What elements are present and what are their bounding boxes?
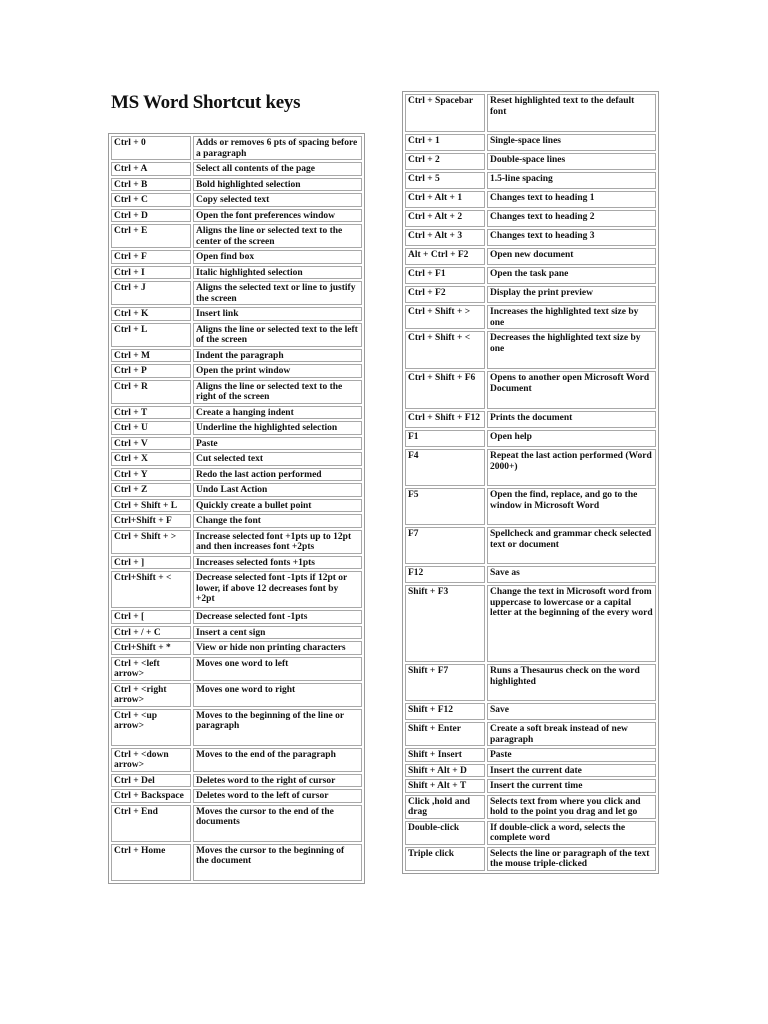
shortcut-key-cell: Ctrl + T xyxy=(111,406,191,420)
shortcut-description-cell: 1.5-line spacing xyxy=(487,172,656,189)
shortcut-description-cell: Paste xyxy=(193,437,362,451)
shortcut-description-cell: Quickly create a bullet point xyxy=(193,499,362,513)
table-row xyxy=(111,483,362,497)
shortcut-key-cell: Ctrl + 0 xyxy=(111,136,191,160)
shortcut-description-cell: Paste xyxy=(487,748,656,762)
shortcut-key-cell: Shift + Insert xyxy=(405,748,485,762)
shortcut-key-cell: Ctrl + <left arrow> xyxy=(111,657,191,681)
shortcut-description-cell: Underline the highlighted selection xyxy=(193,421,362,435)
table-row xyxy=(111,683,362,707)
shortcut-key-cell: Ctrl + F xyxy=(111,250,191,264)
shortcut-key-cell: Shift + Alt + D xyxy=(405,764,485,778)
table-row xyxy=(111,364,362,378)
shortcut-key-cell: Ctrl + Alt + 3 xyxy=(405,229,485,246)
shortcut-description-cell: Undo Last Action xyxy=(193,483,362,497)
table-row xyxy=(405,371,656,409)
table-row xyxy=(111,626,362,640)
table-row xyxy=(111,281,362,305)
shortcut-key-cell: Ctrl + M xyxy=(111,349,191,363)
shortcut-key-cell: Ctrl + Shift + < xyxy=(405,331,485,369)
shortcut-description-cell: Moves to the beginning of the line or paragraph xyxy=(193,709,362,746)
table-row xyxy=(405,847,656,871)
shortcut-description-cell: Opens to another open Microsoft Word Document xyxy=(487,371,656,409)
shortcut-key-cell: F5 xyxy=(405,488,485,525)
shortcut-key-cell: F12 xyxy=(405,566,485,583)
shortcut-description-cell: Redo the last action performed xyxy=(193,468,362,482)
shortcut-description-cell: Decreases the highlighted text size by one xyxy=(487,331,656,369)
shortcut-description-cell: Changes text to heading 1 xyxy=(487,191,656,208)
table-row xyxy=(111,657,362,681)
table-row xyxy=(111,437,362,451)
table-row xyxy=(111,250,362,264)
table-row xyxy=(405,821,656,845)
shortcut-key-cell: Ctrl + Alt + 1 xyxy=(405,191,485,208)
table-row xyxy=(405,795,656,819)
table-row xyxy=(111,556,362,570)
shortcut-key-cell: Ctrl + [ xyxy=(111,610,191,624)
shortcut-key-cell: Shift + F7 xyxy=(405,664,485,701)
table-row xyxy=(405,722,656,746)
shortcut-key-cell: Shift + Alt + T xyxy=(405,779,485,793)
shortcut-key-cell: Ctrl + Del xyxy=(111,774,191,788)
shortcut-key-cell: Ctrl + Alt + 2 xyxy=(405,210,485,227)
shortcut-key-cell: Ctrl + Shift + L xyxy=(111,499,191,513)
shortcut-key-cell: Shift + F12 xyxy=(405,703,485,720)
shortcut-key-cell: Ctrl + <up arrow> xyxy=(111,709,191,746)
table-row xyxy=(405,488,656,525)
table-row xyxy=(405,305,656,329)
shortcut-description-cell: Changes text to heading 3 xyxy=(487,229,656,246)
shortcut-description-cell: Single-space lines xyxy=(487,134,656,151)
shortcut-description-cell: Decrease selected font -1pts xyxy=(193,610,362,624)
shortcut-key-cell: Ctrl + F1 xyxy=(405,267,485,284)
table-row xyxy=(111,406,362,420)
table-row xyxy=(111,499,362,513)
shortcut-description-cell: Select all contents of the page xyxy=(193,162,362,176)
table-row xyxy=(111,452,362,466)
shortcut-description-cell: Adds or removes 6 pts of spacing before a paragraph xyxy=(193,136,362,160)
shortcut-key-cell: Ctrl + 5 xyxy=(405,172,485,189)
shortcut-key-cell: Ctrl + K xyxy=(111,307,191,321)
shortcut-key-cell: Ctrl + Shift + > xyxy=(405,305,485,329)
shortcut-description-cell: Insert link xyxy=(193,307,362,321)
shortcut-description-cell: Prints the document xyxy=(487,411,656,428)
shortcut-key-cell: Ctrl + V xyxy=(111,437,191,451)
table-row xyxy=(111,709,362,746)
shortcut-key-cell: Ctrl + E xyxy=(111,224,191,248)
table-row xyxy=(111,789,362,803)
table-row xyxy=(405,527,656,564)
shortcut-description-cell: Open new document xyxy=(487,248,656,265)
shortcut-description-cell: Selects text from where you click and hold to the point you drag and let go xyxy=(487,795,656,819)
shortcut-description-cell: If double-click a word, selects the complete word xyxy=(487,821,656,845)
table-row xyxy=(405,134,656,151)
table-row xyxy=(111,162,362,176)
shortcut-key-cell: Ctrl + Shift + > xyxy=(111,530,191,554)
table-row xyxy=(405,764,656,778)
shortcut-key-cell: Ctrl + I xyxy=(111,266,191,280)
table-row xyxy=(111,774,362,788)
table-row xyxy=(111,224,362,248)
table-row xyxy=(405,153,656,170)
shortcut-description-cell: Open find box xyxy=(193,250,362,264)
shortcut-description-cell: Indent the paragraph xyxy=(193,349,362,363)
shortcut-description-cell: Increases selected fonts +1pts xyxy=(193,556,362,570)
shortcut-key-cell: Ctrl+Shift + < xyxy=(111,571,191,608)
shortcut-description-cell: Repeat the last action performed (Word 2000+) xyxy=(487,449,656,486)
shortcut-description-cell: Decrease selected font -1pts if 12pt or lower, if above 12 decreases font by +2pt xyxy=(193,571,362,608)
shortcut-key-cell: Ctrl + C xyxy=(111,193,191,207)
shortcut-description-cell: Aligns the line or selected text to the left of the screen xyxy=(193,323,362,347)
shortcut-key-cell: Ctrl + J xyxy=(111,281,191,305)
shortcut-description-cell: Open help xyxy=(487,430,656,447)
left-shortcut-table xyxy=(108,133,365,884)
shortcut-description-cell: Increases the highlighted text size by one xyxy=(487,305,656,329)
shortcut-key-cell: Ctrl + Spacebar xyxy=(405,94,485,132)
table-row xyxy=(111,193,362,207)
shortcut-description-cell: Moves the cursor to the beginning of the document xyxy=(193,844,362,881)
shortcut-description-cell: Deletes word to the right of cursor xyxy=(193,774,362,788)
shortcut-key-cell: Ctrl + 1 xyxy=(405,134,485,151)
shortcut-description-cell: Aligns the line or selected text to the right of the screen xyxy=(193,380,362,404)
shortcut-key-cell: Double-click xyxy=(405,821,485,845)
shortcut-key-cell: Ctrl + Y xyxy=(111,468,191,482)
shortcut-key-cell: Ctrl + R xyxy=(111,380,191,404)
table-row xyxy=(111,266,362,280)
table-row xyxy=(111,468,362,482)
shortcut-description-cell: Increase selected font +1pts up to 12pt and then increases font +2pts xyxy=(193,530,362,554)
shortcut-key-cell: Ctrl + Shift + F6 xyxy=(405,371,485,409)
shortcut-key-cell: Ctrl + End xyxy=(111,805,191,842)
table-row xyxy=(111,805,362,842)
right-shortcut-table xyxy=(402,91,659,874)
shortcut-key-cell: Ctrl + Shift + F12 xyxy=(405,411,485,428)
shortcut-key-cell: Ctrl + D xyxy=(111,209,191,223)
shortcut-key-cell: Ctrl + P xyxy=(111,364,191,378)
shortcut-description-cell: View or hide non printing characters xyxy=(193,641,362,655)
table-row xyxy=(405,94,656,132)
table-row xyxy=(111,530,362,554)
table-row xyxy=(405,779,656,793)
table-row xyxy=(111,323,362,347)
shortcut-key-cell: Ctrl + L xyxy=(111,323,191,347)
shortcut-key-cell: Alt + Ctrl + F2 xyxy=(405,248,485,265)
table-row xyxy=(405,585,656,662)
shortcut-description-cell: Moves one word to left xyxy=(193,657,362,681)
shortcut-description-cell: Create a soft break instead of new paragraph xyxy=(487,722,656,746)
shortcut-key-cell: Ctrl + / + C xyxy=(111,626,191,640)
table-row xyxy=(405,703,656,720)
table-row xyxy=(405,229,656,246)
shortcut-description-cell: Changes text to heading 2 xyxy=(487,210,656,227)
table-row xyxy=(111,136,362,160)
shortcut-description-cell: Create a hanging indent xyxy=(193,406,362,420)
shortcut-description-cell: Runs a Thesaurus check on the word highlighted xyxy=(487,664,656,701)
table-row xyxy=(111,178,362,192)
shortcut-description-cell: Insert the current time xyxy=(487,779,656,793)
table-row xyxy=(405,191,656,208)
table-row xyxy=(405,430,656,447)
shortcut-key-cell: Ctrl + Home xyxy=(111,844,191,881)
shortcut-key-cell: Ctrl + <down arrow> xyxy=(111,748,191,772)
table-row xyxy=(111,748,362,772)
shortcut-description-cell: Save xyxy=(487,703,656,720)
shortcut-key-cell: Ctrl + B xyxy=(111,178,191,192)
shortcut-key-cell: Ctrl + Z xyxy=(111,483,191,497)
shortcut-key-cell: F4 xyxy=(405,449,485,486)
table-row xyxy=(405,449,656,486)
shortcut-description-cell: Spellcheck and grammar check selected text or document xyxy=(487,527,656,564)
shortcut-description-cell: Moves one word to right xyxy=(193,683,362,707)
table-row xyxy=(405,748,656,762)
table-row xyxy=(405,248,656,265)
shortcut-description-cell: Open the task pane xyxy=(487,267,656,284)
table-row xyxy=(405,286,656,303)
table-row xyxy=(111,349,362,363)
shortcut-key-cell: Shift + Enter xyxy=(405,722,485,746)
shortcut-key-cell: Ctrl + A xyxy=(111,162,191,176)
shortcut-description-cell: Aligns the selected text or line to justify the screen xyxy=(193,281,362,305)
shortcut-description-cell: Open the print window xyxy=(193,364,362,378)
table-row xyxy=(405,210,656,227)
table-row xyxy=(405,566,656,583)
shortcut-description-cell: Display the print preview xyxy=(487,286,656,303)
shortcut-key-cell: Ctrl + <right arrow> xyxy=(111,683,191,707)
shortcut-key-cell: Ctrl + U xyxy=(111,421,191,435)
shortcut-key-cell: Ctrl+Shift + F xyxy=(111,514,191,528)
shortcut-description-cell: Insert the current date xyxy=(487,764,656,778)
table-row xyxy=(111,844,362,881)
table-row xyxy=(405,172,656,189)
shortcut-description-cell: Bold highlighted selection xyxy=(193,178,362,192)
shortcut-key-cell: Click ,hold and drag xyxy=(405,795,485,819)
shortcut-key-cell: Ctrl + 2 xyxy=(405,153,485,170)
shortcut-description-cell: Double-space lines xyxy=(487,153,656,170)
shortcut-key-cell: Triple click xyxy=(405,847,485,871)
table-row xyxy=(405,664,656,701)
shortcut-description-cell: Open the find, replace, and go to the window in Microsoft Word xyxy=(487,488,656,525)
table-row xyxy=(111,380,362,404)
table-row xyxy=(405,331,656,369)
shortcut-key-cell: F1 xyxy=(405,430,485,447)
table-row xyxy=(111,514,362,528)
shortcut-description-cell: Italic highlighted selection xyxy=(193,266,362,280)
shortcut-key-cell: Ctrl + Backspace xyxy=(111,789,191,803)
table-row xyxy=(405,267,656,284)
table-row xyxy=(405,411,656,428)
shortcut-description-cell: Cut selected text xyxy=(193,452,362,466)
shortcut-description-cell: Deletes word to the left of cursor xyxy=(193,789,362,803)
shortcut-description-cell: Selects the line or paragraph of the text the mouse triple-clicked xyxy=(487,847,656,871)
table-row xyxy=(111,571,362,608)
shortcut-description-cell: Aligns the line or selected text to the center of the screen xyxy=(193,224,362,248)
shortcut-description-cell: Change the font xyxy=(193,514,362,528)
shortcut-key-cell: Ctrl + X xyxy=(111,452,191,466)
shortcut-key-cell: Ctrl + F2 xyxy=(405,286,485,303)
table-row xyxy=(111,641,362,655)
page-title: MS Word Shortcut keys xyxy=(111,92,301,113)
table-row xyxy=(111,209,362,223)
shortcut-key-cell: Ctrl+Shift + * xyxy=(111,641,191,655)
table-row xyxy=(111,610,362,624)
shortcut-key-cell: F7 xyxy=(405,527,485,564)
table-row xyxy=(111,421,362,435)
shortcut-key-cell: Ctrl + ] xyxy=(111,556,191,570)
shortcut-description-cell: Moves the cursor to the end of the documents xyxy=(193,805,362,842)
shortcut-description-cell: Save as xyxy=(487,566,656,583)
shortcut-description-cell: Reset highlighted text to the default font xyxy=(487,94,656,132)
shortcut-description-cell: Insert a cent sign xyxy=(193,626,362,640)
shortcut-description-cell: Copy selected text xyxy=(193,193,362,207)
table-row xyxy=(111,307,362,321)
shortcut-description-cell: Moves to the end of the paragraph xyxy=(193,748,362,772)
shortcut-description-cell: Change the text in Microsoft word from uppercase to lowercase or a capital letter at the beginning of the every word xyxy=(487,585,656,662)
shortcut-description-cell: Open the font preferences window xyxy=(193,209,362,223)
shortcut-key-cell: Shift + F3 xyxy=(405,585,485,662)
